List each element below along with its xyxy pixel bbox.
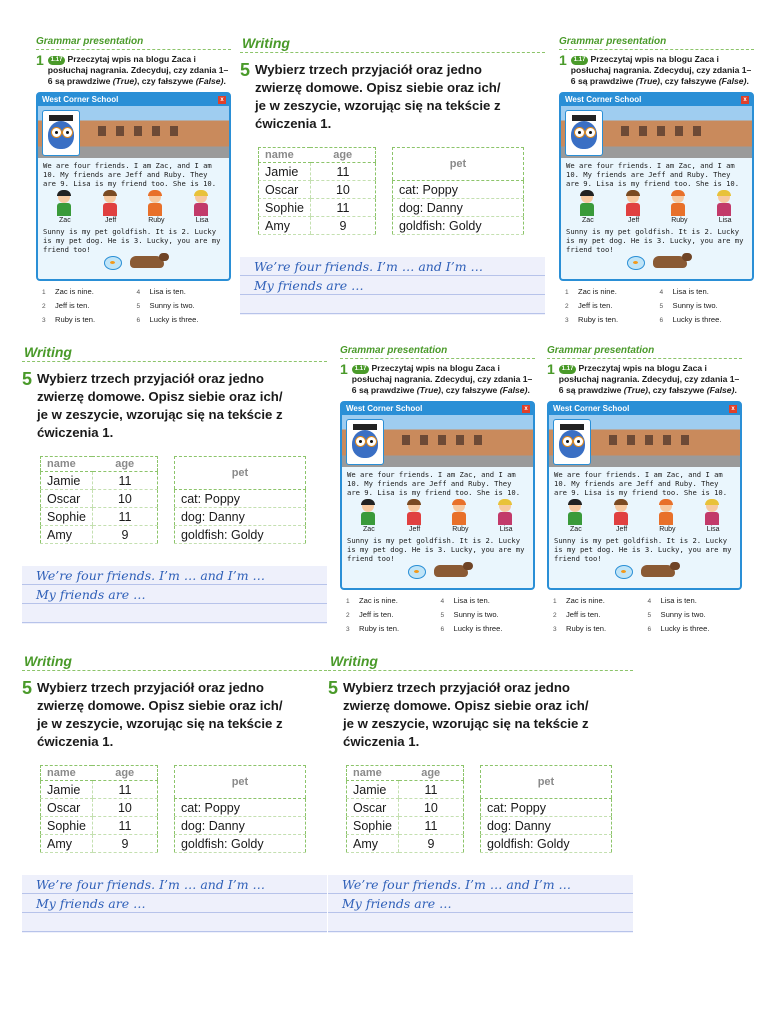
column-header-name: name — [41, 766, 93, 781]
handwriting-lines — [22, 875, 327, 933]
table-row: Jamie 11 — [41, 781, 158, 799]
list-item: 6 Lucky is three. — [659, 315, 722, 324]
list-item: 3 Ruby is ten. — [553, 624, 607, 633]
kid-ruby: Ruby — [443, 500, 477, 533]
audio-track-badge[interactable]: 1.17 — [559, 365, 577, 374]
window-titlebar — [38, 94, 229, 106]
example-line: We’re four friends. I’m … and I’m … — [36, 877, 266, 892]
friends-table — [258, 147, 376, 235]
blog-window — [340, 401, 535, 590]
blog-window — [559, 92, 754, 281]
table-row: Sophie 11 — [41, 508, 158, 526]
table-row: cat: Poppy — [174, 799, 305, 817]
section-heading: Grammar presentation — [340, 345, 535, 359]
list-item: 4 Lisa is ten. — [136, 287, 186, 296]
list-item: 5 Sunny is two. — [440, 610, 499, 619]
kid-zac: Zac — [48, 191, 82, 224]
audio-track-badge[interactable]: 1.17 — [571, 56, 589, 65]
section-heading: Grammar presentation — [547, 345, 742, 359]
school-photo — [38, 106, 229, 158]
kid-zac: Zac — [559, 500, 593, 533]
table-row: Amy 9 — [41, 835, 158, 853]
table-row: Oscar 10 — [41, 799, 158, 817]
goldfish-icon — [627, 256, 645, 270]
kid-ruby: Ruby — [139, 191, 173, 224]
list-item: 1 Zac is nine. — [553, 596, 605, 605]
instruction-text: Przeczytaj wpis na blogu Zaca i posłuchaj nagrania. Zdecyduj, czy zdania 1–6 są prawdziwe (True), czy fałszywe (False). — [570, 54, 752, 86]
table-row: Oscar 10 — [347, 799, 464, 817]
list-item: 5 Sunny is two. — [659, 301, 718, 310]
list-item: 6 Lucky is three. — [440, 624, 503, 633]
table-row: cat: Poppy — [480, 799, 611, 817]
exercise-number: 5 — [240, 60, 251, 80]
table-row: dog: Danny — [174, 817, 305, 835]
list-item: 1 Zac is nine. — [42, 287, 94, 296]
pets-table — [392, 147, 524, 235]
table-row: dog: Danny — [480, 817, 611, 835]
exercise-number: 5 — [328, 678, 339, 698]
friends-table — [40, 456, 158, 544]
true-false-list — [559, 285, 754, 327]
dog-icon — [641, 565, 675, 577]
grammar-tile — [340, 345, 535, 645]
kids-row — [549, 497, 740, 533]
exercise-instruction — [559, 363, 742, 396]
school-photo — [549, 415, 740, 467]
dog-icon — [653, 256, 687, 268]
true-false-list — [36, 285, 231, 327]
pets-table — [174, 456, 306, 544]
window-titlebar — [561, 94, 752, 106]
list-item: 3 Ruby is ten. — [565, 315, 619, 324]
kid-lisa: Lisa — [489, 500, 523, 533]
table-row: Jamie 11 — [259, 163, 376, 181]
kid-jeff: Jeff — [605, 500, 639, 533]
exercise-number: 5 — [22, 678, 33, 698]
window-title: West Corner School — [565, 95, 642, 104]
table-row: Amy 9 — [347, 835, 464, 853]
window-title: West Corner School — [553, 404, 630, 413]
kids-row — [38, 188, 229, 224]
goldfish-icon — [615, 565, 633, 579]
dog-icon — [434, 565, 468, 577]
list-item: 6 Lucky is three. — [136, 315, 199, 324]
writing-tile — [22, 344, 327, 644]
column-header-age: age — [398, 766, 463, 781]
example-line: We’re four friends. I’m … and I’m … — [342, 877, 572, 892]
kid-jeff: Jeff — [94, 191, 128, 224]
table-row: Sophie 11 — [259, 199, 376, 217]
kid-zac: Zac — [352, 500, 386, 533]
kid-zac: Zac — [571, 191, 605, 224]
table-row: Sophie 11 — [347, 817, 464, 835]
example-line: My friends are … — [36, 587, 146, 602]
owl-avatar-icon — [42, 110, 80, 156]
blog-text: We are four friends. I am Zac, and I am 10. My friends are Jeff and Ruby. They are 9. Lisa is my friend too. She is 10. — [347, 470, 521, 497]
table-row: dog: Danny — [174, 508, 305, 526]
section-heading: Grammar presentation — [559, 36, 754, 50]
section-heading: Writing — [22, 344, 327, 362]
table-row: Jamie 11 — [41, 472, 158, 490]
writing-tile — [240, 35, 545, 335]
table-row: goldfish: Goldy — [174, 835, 305, 853]
window-titlebar — [342, 403, 533, 415]
audio-track-badge[interactable]: 1.17 — [352, 365, 370, 374]
section-heading: Writing — [240, 35, 545, 53]
list-item: 2 Jeff is ten. — [565, 301, 613, 310]
table-row: dog: Danny — [392, 199, 523, 217]
column-header-pet: pet — [174, 457, 305, 490]
owl-avatar-icon — [553, 419, 591, 465]
table-row: cat: Poppy — [174, 490, 305, 508]
owl-avatar-icon — [565, 110, 603, 156]
window-title: West Corner School — [42, 95, 119, 104]
example-line: We’re four friends. I’m … and I’m … — [36, 568, 266, 583]
window-titlebar — [549, 403, 740, 415]
writing-tile — [328, 653, 633, 953]
column-header-age: age — [92, 457, 157, 472]
section-heading: Writing — [328, 653, 633, 671]
kid-ruby: Ruby — [650, 500, 684, 533]
list-item: 3 Ruby is ten. — [42, 315, 96, 324]
column-header-age: age — [310, 148, 375, 163]
column-header-name: name — [259, 148, 311, 163]
table-row: Amy 9 — [259, 217, 376, 235]
grammar-tile — [559, 36, 754, 336]
grammar-tile — [36, 36, 231, 336]
kid-lisa: Lisa — [708, 191, 742, 224]
example-line: My friends are … — [36, 896, 146, 911]
column-header-pet: pet — [174, 766, 305, 799]
friends-table — [346, 765, 464, 853]
instruction-text: Przeczytaj wpis na blogu Zaca i posłuchaj nagrania. Zdecyduj, czy zdania 1–6 są prawdziwe (True), czy fałszywe (False). — [351, 363, 533, 395]
section-heading: Grammar presentation — [36, 36, 231, 50]
grammar-tile — [547, 345, 742, 645]
goldfish-icon — [104, 256, 122, 270]
list-item: 3 Ruby is ten. — [346, 624, 400, 633]
list-item: 2 Jeff is ten. — [42, 301, 90, 310]
handwriting-lines — [328, 875, 633, 933]
kid-ruby: Ruby — [662, 191, 696, 224]
pets-text: Sunny is my pet goldfish. It is 2. Lucky is my pet dog. He is 3. Lucky, you are my friend too! — [347, 536, 525, 563]
blog-window — [36, 92, 231, 281]
list-item: 4 Lisa is ten. — [659, 287, 709, 296]
blog-text: We are four friends. I am Zac, and I am 10. My friends are Jeff and Ruby. They are 9. Lisa is my friend too. She is 10. — [554, 470, 728, 497]
column-header-name: name — [347, 766, 399, 781]
dog-icon — [130, 256, 164, 268]
example-line: My friends are … — [254, 278, 364, 293]
blog-text: We are four friends. I am Zac, and I am 10. My friends are Jeff and Ruby. They are 9. Lisa is my friend too. She is 10. — [566, 161, 740, 188]
kids-row — [342, 497, 533, 533]
blog-text: We are four friends. I am Zac, and I am 10. My friends are Jeff and Ruby. They are 9. Lisa is my friend too. She is 10. — [43, 161, 217, 188]
list-item: 4 Lisa is ten. — [647, 596, 697, 605]
table-row: Oscar 10 — [41, 490, 158, 508]
audio-track-badge[interactable]: 1.17 — [48, 56, 66, 65]
table-row: goldfish: Goldy — [392, 217, 523, 235]
column-header-pet: pet — [392, 148, 523, 181]
table-row: cat: Poppy — [392, 181, 523, 199]
instruction-text: Przeczytaj wpis na blogu Zaca i posłuchaj nagrania. Zdecyduj, czy zdania 1–6 są prawdziwe (True), czy fałszywe (False). — [47, 54, 229, 86]
exercise-instruction: Wybierz trzech przyjaciół oraz jedno zwierzę domowe. Opisz siebie oraz ich/ je w zeszycie, wzorując się na tekście z ćwiczenia 1. — [37, 371, 283, 440]
list-item: 5 Sunny is two. — [647, 610, 706, 619]
kid-lisa: Lisa — [185, 191, 219, 224]
kids-row — [561, 188, 752, 224]
instruction-text: Przeczytaj wpis na blogu Zaca i posłuchaj nagrania. Zdecyduj, czy zdania 1–6 są prawdziwe (True), czy fałszywe (False). — [558, 363, 740, 395]
list-item: 1 Zac is nine. — [346, 596, 398, 605]
writing-tile — [22, 653, 327, 953]
exercise-instruction — [48, 54, 231, 87]
column-header-age: age — [92, 766, 157, 781]
list-item: 2 Jeff is ten. — [553, 610, 601, 619]
example-line: My friends are … — [342, 896, 452, 911]
school-photo — [342, 415, 533, 467]
table-row: Oscar 10 — [259, 181, 376, 199]
close-icon[interactable]: x — [218, 96, 226, 104]
pets-text: Sunny is my pet goldfish. It is 2. Lucky is my pet dog. He is 3. Lucky, you are my friend too! — [566, 227, 744, 254]
section-heading: Writing — [22, 653, 327, 671]
exercise-instruction: Wybierz trzech przyjaciół oraz jedno zwierzę domowe. Opisz siebie oraz ich/ je w zeszycie, wzorując się na tekście z ćwiczenia 1. — [255, 62, 501, 131]
exercise-number: 1 — [559, 52, 567, 68]
list-item: 5 Sunny is two. — [136, 301, 195, 310]
window-title: West Corner School — [346, 404, 423, 413]
list-item: 2 Jeff is ten. — [346, 610, 394, 619]
owl-avatar-icon — [346, 419, 384, 465]
pets-text: Sunny is my pet goldfish. It is 2. Lucky is my pet dog. He is 3. Lucky, you are my friend too! — [554, 536, 732, 563]
handwriting-lines — [22, 566, 327, 624]
kid-lisa: Lisa — [696, 500, 730, 533]
exercise-number: 1 — [547, 361, 555, 377]
pets-text: Sunny is my pet goldfish. It is 2. Lucky is my pet dog. He is 3. Lucky, you are my friend too! — [43, 227, 221, 254]
list-item: 6 Lucky is three. — [647, 624, 710, 633]
exercise-instruction: Wybierz trzech przyjaciół oraz jedno zwierzę domowe. Opisz siebie oraz ich/ je w zeszycie, wzorując się na tekście z ćwiczenia 1. — [343, 680, 589, 749]
list-item: 4 Lisa is ten. — [440, 596, 490, 605]
close-icon[interactable]: x — [522, 405, 530, 413]
handwriting-lines — [240, 257, 545, 315]
pets-table — [174, 765, 306, 853]
table-row: Amy 9 — [41, 526, 158, 544]
exercise-instruction: Wybierz trzech przyjaciół oraz jedno zwierzę domowe. Opisz siebie oraz ich/ je w zeszycie, wzorując się na tekście z ćwiczenia 1. — [37, 680, 283, 749]
true-false-list — [340, 594, 535, 636]
kid-jeff: Jeff — [398, 500, 432, 533]
friends-table — [40, 765, 158, 853]
column-header-pet: pet — [480, 766, 611, 799]
table-row: Sophie 11 — [41, 817, 158, 835]
exercise-number: 5 — [22, 369, 33, 389]
column-header-name: name — [41, 457, 93, 472]
close-icon[interactable]: x — [729, 405, 737, 413]
school-photo — [561, 106, 752, 158]
kid-jeff: Jeff — [617, 191, 651, 224]
table-row: goldfish: Goldy — [174, 526, 305, 544]
exercise-number: 1 — [340, 361, 348, 377]
exercise-number: 1 — [36, 52, 44, 68]
table-row: Jamie 11 — [347, 781, 464, 799]
exercise-instruction — [352, 363, 535, 396]
list-item: 1 Zac is nine. — [565, 287, 617, 296]
exercise-instruction — [571, 54, 754, 87]
blog-window — [547, 401, 742, 590]
close-icon[interactable]: x — [741, 96, 749, 104]
true-false-list — [547, 594, 742, 636]
table-row: goldfish: Goldy — [480, 835, 611, 853]
goldfish-icon — [408, 565, 426, 579]
pets-table — [480, 765, 612, 853]
example-line: We’re four friends. I’m … and I’m … — [254, 259, 484, 274]
